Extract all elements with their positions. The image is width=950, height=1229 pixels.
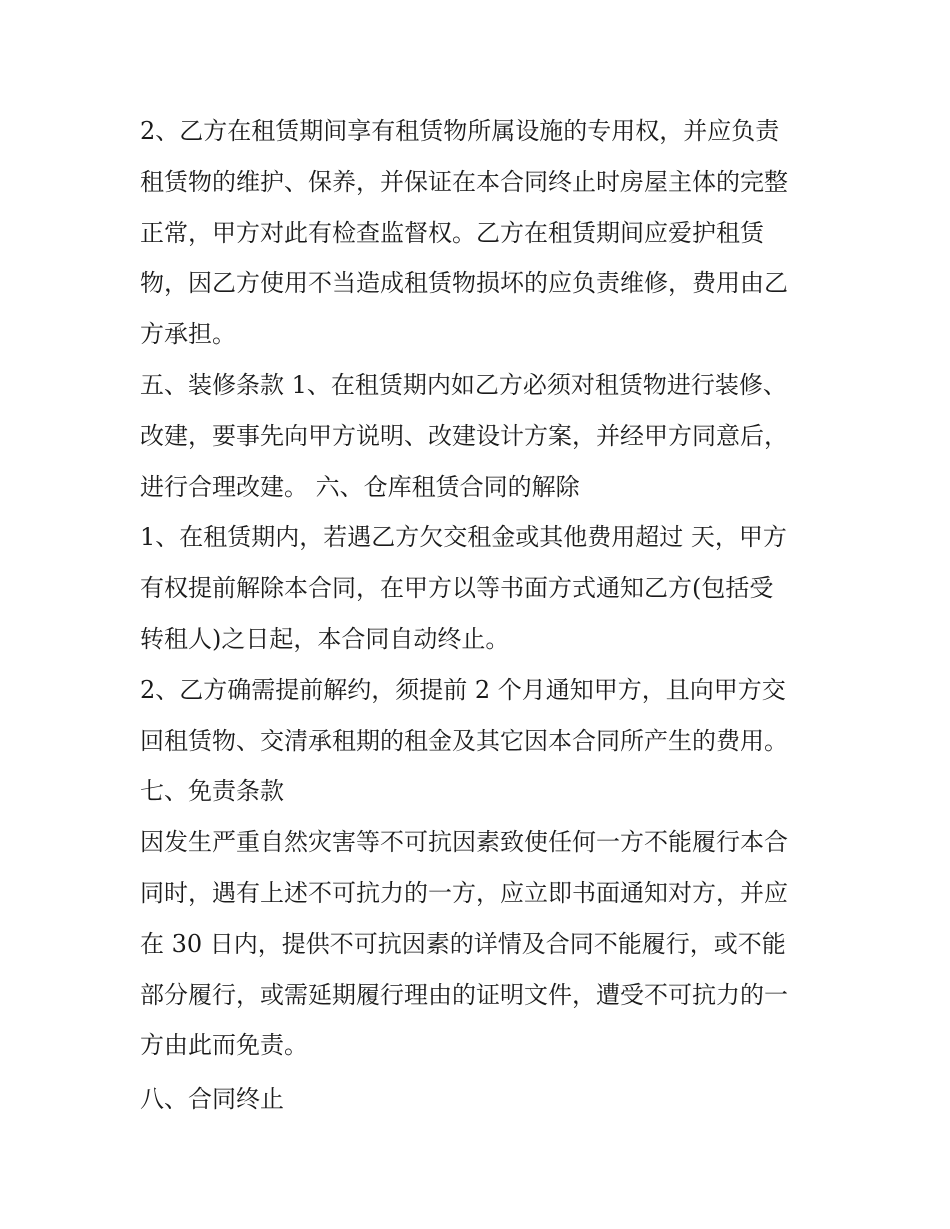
text-line: 方由此而免责。 [140, 1031, 308, 1060]
text-line: 有权提前解除本合同，在甲方以等书面方式通知乙方(包括受 [140, 574, 774, 603]
document-body [140, 106, 820, 1124]
text-line: 因发生严重自然灾害等不可抗因素致使任何一方不能履行本合 [140, 828, 788, 857]
text-line: 正常，甲方对此有检查监督权。乙方在租赁期间应爱护租赁 [140, 218, 764, 247]
section-heading: 七、免责条款 [140, 777, 284, 806]
text-line: 五、装修条款 1、在租赁期内如乙方必须对租赁物进行装修、 [140, 370, 787, 399]
section-heading: 八、合同终止 [140, 1084, 284, 1113]
text-line: 1、在租赁期内，若遇乙方欠交租金或其他费用超过 天，甲方 [140, 523, 787, 552]
text-line: 物，因乙方使用不当造成租赁物损坏的应负责维修，费用由乙 [140, 269, 788, 298]
text-line: 部分履行，或需延期履行理由的证明文件，遭受不可抗力的一 [140, 980, 788, 1009]
text-line: 2、乙方在租赁期间享有租赁物所属设施的专用权，并应负责 [140, 117, 780, 145]
text-line: 在 30 日内，提供不可抗因素的详情及合同不能履行，或不能 [140, 929, 786, 958]
text-line: 回租赁物、交清承租期的租金及其它因本合同所产生的费用。 [140, 726, 788, 755]
text-line: 租赁物的维护、保养，并保证在本合同终止时房屋主体的完整 [140, 167, 788, 196]
text-line: 2、乙方确需提前解约，须提前 2 个月通知甲方，且向甲方交 [140, 675, 786, 704]
text-line: 方承担。 [140, 320, 236, 349]
text-line: 同时，遇有上述不可抗力的一方，应立即书面通知对方，并应 [140, 878, 788, 907]
text-line: 转租人)之日起，本合同自动终止。 [140, 624, 510, 653]
text-line: 改建，要事先向甲方说明、改建设计方案，并经甲方同意后， [140, 421, 788, 450]
text-line: 进行合理改建。 六、仓库租赁合同的解除 [140, 472, 580, 501]
